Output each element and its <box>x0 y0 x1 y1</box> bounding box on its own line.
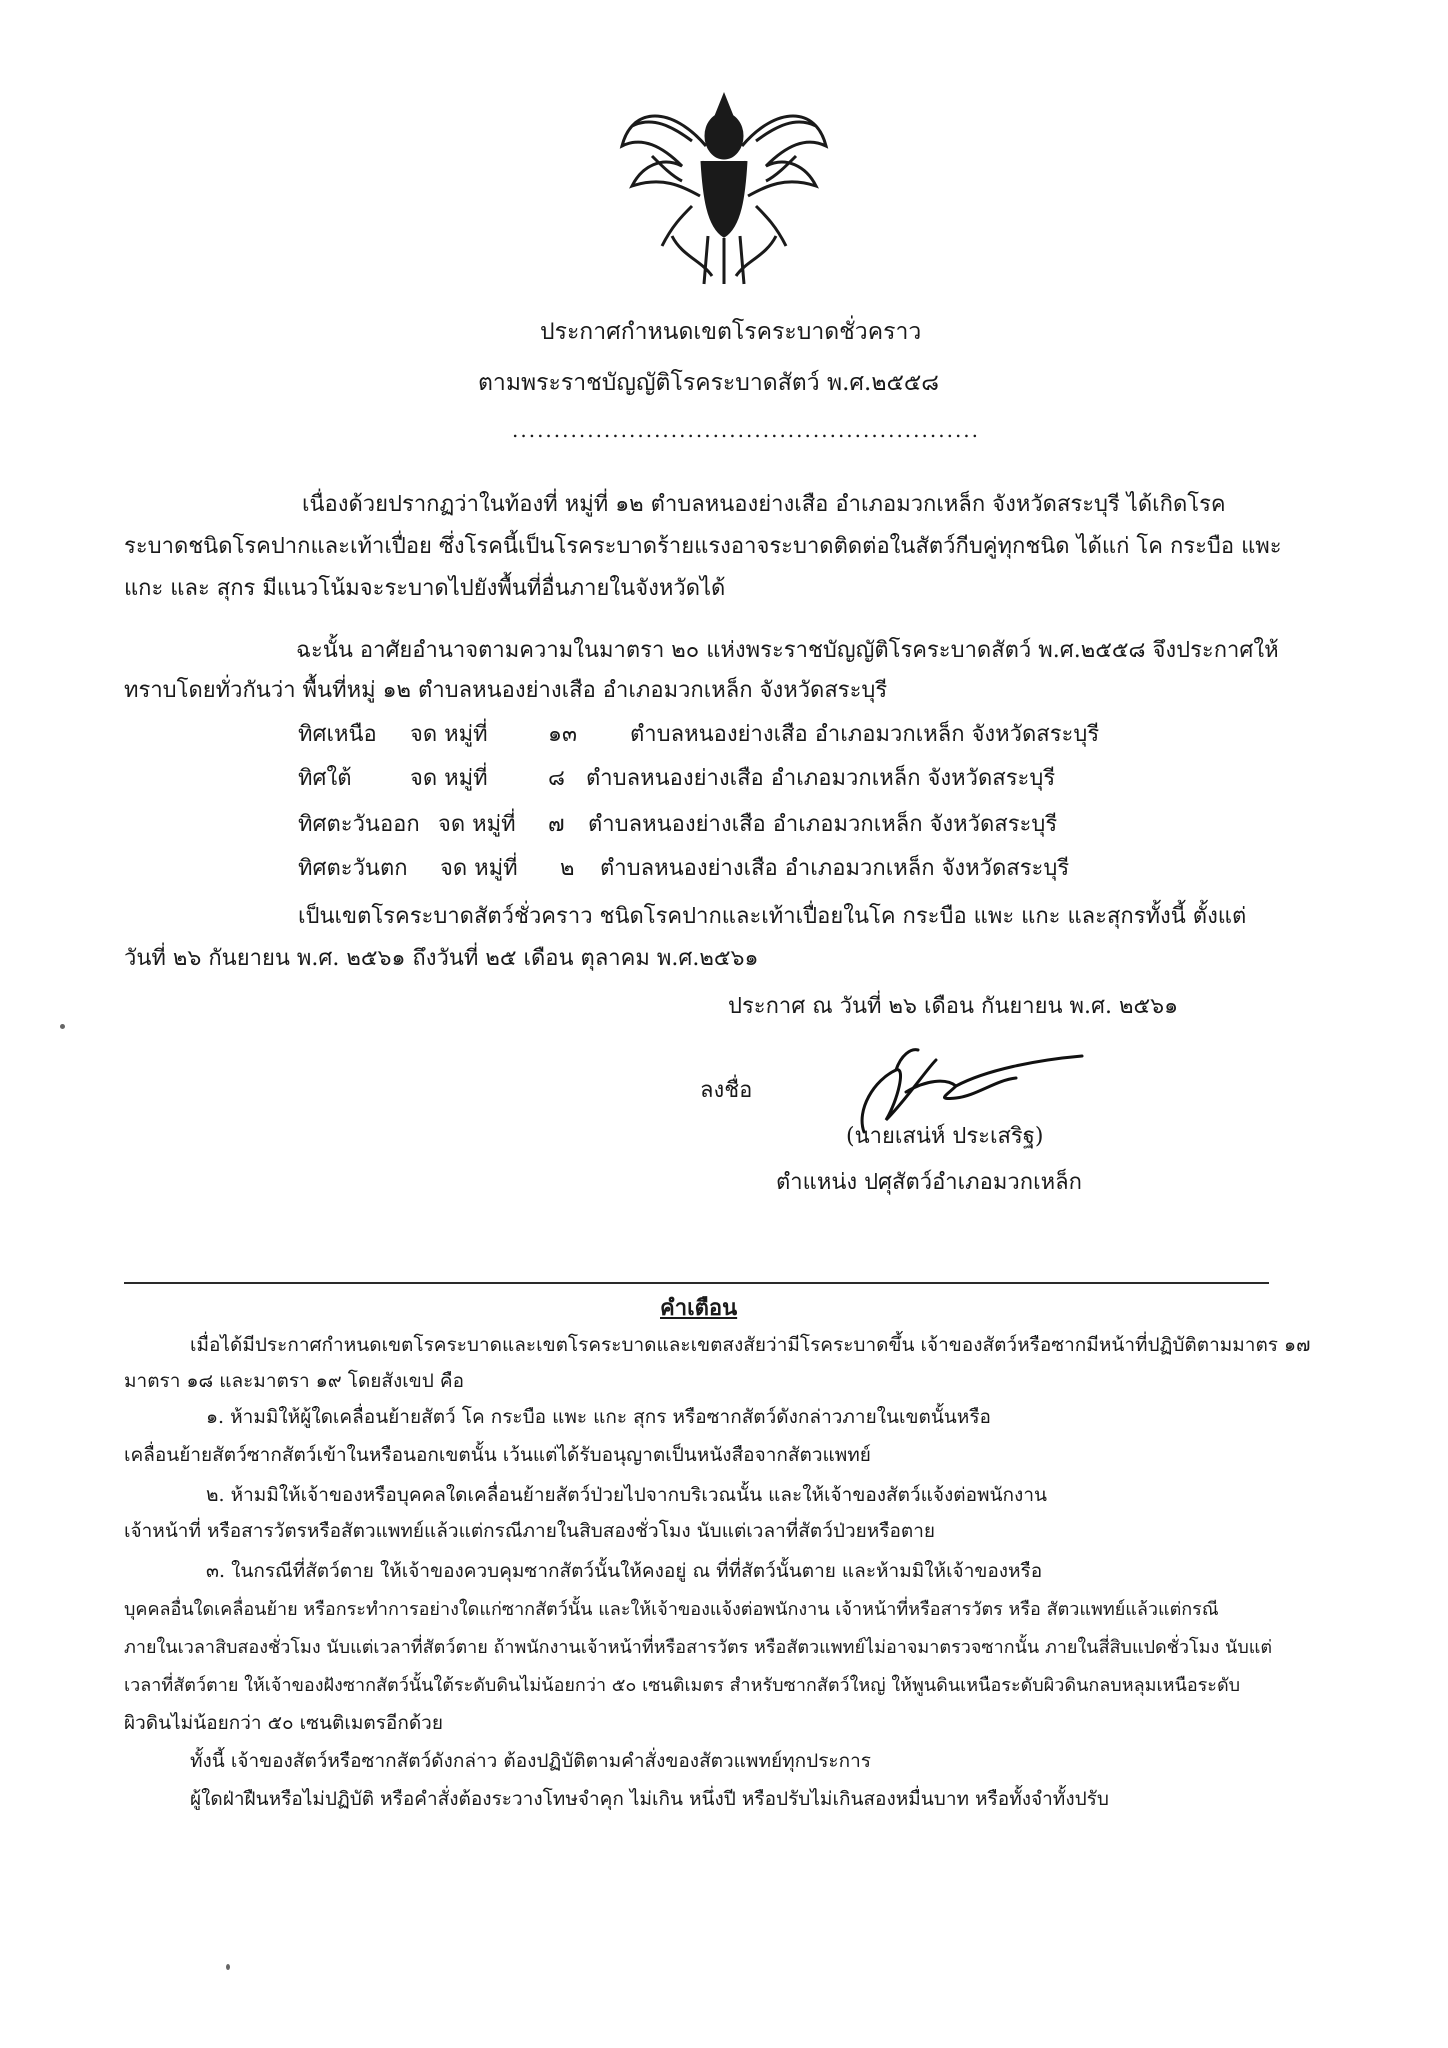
signer-position: ตำแหน่ง ปศุสัตว์อำเภอมวกเหล็ก <box>776 1170 1082 1195</box>
warning-item-3-line-4: เวลาที่สัตว์ตาย ให้เจ้าของฝังซากสัตว์นั้นใต้ระดับดินไม่น้อยกว่า ๕๐ เซนติเมตร สำหรับซากสัตว์ใหญ่ ให้พูนดินเหนือระดับผิวดินกลบหลุมเหนือระดับ <box>124 1675 1241 1696</box>
boundary-direction: ทิศตะวันออก <box>298 812 420 837</box>
paragraph-1-line-1: เนื่องด้วยปรากฏว่าในท้องที่ หมู่ที่ ๑๒ ตำบลหนองย่างเสือ อำเภอมวกเหล็ก จังหวัดสระบุรี ได้เกิดโรค <box>302 492 1226 517</box>
boundary-east <box>298 806 1198 836</box>
paragraph-3-line-2: วันที่ ๒๖ กันยายน พ.ศ. ๒๕๖๑ ถึงวันที่ ๒๕ เดือน ตุลาคม พ.ศ.๒๕๖๑ <box>124 946 759 971</box>
boundary-adjacent: จด หมู่ที่ <box>440 856 518 881</box>
paragraph-1-line-3: แกะ และ สุกร มีแนวโน้มจะระบาดไปยังพื้นที่อื่นภายในจังหวัดได้ <box>124 576 726 601</box>
boundary-adjacent: จด หมู่ที่ <box>410 722 488 747</box>
scan-speck <box>226 1964 230 1970</box>
warning-item-2-line-2: เจ้าหน้าที่ หรือสารวัตรหรือสัตวแพทย์แล้วแต่กรณีภายในสิบสองชั่วโมง นับแต่เวลาที่สัตว์ป่วยหรือตาย <box>124 1520 936 1542</box>
warning-item-3-line-1: ๓. ในกรณีที่สัตว์ตาย ให้เจ้าของควบคุมซากสัตว์นั้นให้คงอยู่ ณ ที่ที่สัตว์นั้นตาย และห้ามมิให้เจ้าของหรือ <box>206 1560 1043 1582</box>
boundary-direction: ทิศใต้ <box>298 766 352 791</box>
section-divider <box>124 1282 1269 1284</box>
warning-item-3-line-3: ภายในเวลาสิบสองชั่วโมง นับแต่เวลาที่สัตว์ตาย ถ้าพนักงานเจ้าหน้าที่หรือสารวัตร หรือสัตวแพทย์ไม่อาจมาตรวจซากนั้น ภายในสี่สิบแปดชั่วโมง นับแต่ <box>124 1637 1273 1658</box>
boundary-village-number: ๑๓ <box>548 722 578 747</box>
warning-item-3-line-2: บุคคลอื่นใดเคลื่อนย้าย หรือกระทำการอย่างใดแก่ซากสัตว์นั้น และให้เจ้าของแจ้งต่อพนักงาน เจ้าหน้าที่หรือสารวัตร หรือ สัตวแพทย์แล้วแต่กรณี <box>124 1599 1219 1620</box>
warning-item-2-line-1: ๒. ห้ามมิให้เจ้าของหรือบุคคลใดเคลื่อนย้ายสัตว์ป่วยไปจากบริเวณนั้น และให้เจ้าของสัตว์แจ้งต่อพนักงาน <box>206 1484 1047 1506</box>
boundary-village-number: ๒ <box>560 856 575 881</box>
boundary-west <box>298 850 1198 880</box>
warning-intro-line-2: มาตรา ๑๘ และมาตรา ๑๙ โดยสังเขป คือ <box>124 1370 465 1392</box>
warning-item-1-line-2: เคลื่อนย้ายสัตว์ซากสัตว์เข้าในหรือนอกเขตนั้น เว้นแต่ได้รับอนุญาตเป็นหนังสือจากสัตวแพทย์ <box>124 1444 871 1466</box>
boundary-place: ตำบลหนองย่างเสือ อำเภอมวกเหล็ก จังหวัดสระบุรี <box>588 812 1058 837</box>
title-line-1: ประกาศกำหนดเขตโรคระบาดชั่วคราว <box>540 319 922 345</box>
warning-title: คำเตือน <box>660 1295 738 1321</box>
boundary-south <box>298 760 1198 790</box>
boundary-place: ตำบลหนองย่างเสือ อำเภอมวกเหล็ก จังหวัดสระบุรี <box>600 856 1070 881</box>
warning-item-3-line-5: ผิวดินไม่น้อยกว่า ๕๐ เซนติเมตรอีกด้วย <box>124 1712 443 1734</box>
warning-item-1-line-1: ๑. ห้ามมิให้ผู้ใดเคลื่อนย้ายสัตว์ โค กระบือ แพะ แกะ สุกร หรือซากสัตว์ดังกล่าวภายในเขตนั้นหรือ <box>206 1406 991 1428</box>
paragraph-1-line-2: ระบาดชนิดโรคปากและเท้าเปื่อย ซึ่งโรคนี้เป็นโรคระบาดร้ายแรงอาจระบาดติดต่อในสัตว์กีบคู่ทุกชนิด ได้แก่ โค กระบือ แพะ <box>124 534 1282 559</box>
boundary-village-number: ๗ <box>548 812 565 837</box>
warning-closing-2: ผู้ใดฝ่าฝืนหรือไม่ปฏิบัติ หรือคำสั่งต้องระวางโทษจำคุก ไม่เกิน หนึ่งปี หรือปรับไม่เกินสองหมื่นบาท หรือทั้งจำทั้งปรับ <box>190 1788 1109 1810</box>
garuda-emblem-icon <box>612 86 836 286</box>
boundary-village-number: ๘ <box>548 766 565 791</box>
boundary-place: ตำบลหนองย่างเสือ อำเภอมวกเหล็ก จังหวัดสระบุรี <box>630 722 1100 747</box>
boundary-direction: ทิศเหนือ <box>298 722 377 747</box>
boundary-place: ตำบลหนองย่างเสือ อำเภอมวกเหล็ก จังหวัดสระบุรี <box>586 766 1056 791</box>
sign-label: ลงชื่อ <box>700 1078 753 1103</box>
title-line-2: ตามพระราชบัญญัติโรคระบาดสัตว์ พ.ศ.๒๕๕๘ <box>478 370 940 396</box>
boundary-adjacent: จด หมู่ที่ <box>410 766 488 791</box>
scan-speck <box>60 1024 65 1029</box>
title-separator: ........................................................ <box>512 418 981 442</box>
paragraph-2-line-1: ฉะนั้น อาศัยอำนาจตามความในมาตรา ๒๐ แห่งพระราชบัญญัติโรคระบาดสัตว์ พ.ศ.๒๕๕๘ จึงประกาศให้ <box>296 638 1279 663</box>
boundary-direction: ทิศตะวันตก <box>298 856 408 881</box>
boundary-adjacent: จด หมู่ที่ <box>438 812 516 837</box>
paragraph-3-line-1: เป็นเขตโรคระบาดสัตว์ชั่วคราว ชนิดโรคปากและเท้าเปื่อยในโค กระบือ แพะ แกะ และสุกรทั้งนี้ ตั้งแต่ <box>298 904 1247 929</box>
boundary-north <box>298 716 1198 746</box>
warning-intro-line-1: เมื่อได้มีประกาศกำหนดเขตโรคระบาดและเขตโรคระบาดและเขตสงสัยว่ามีโรคระบาดขึ้น เจ้าของสัตว์หรือซากมีหน้าที่ปฏิบัติตามมาตร ๑๗ <box>190 1334 1311 1356</box>
announce-date: ประกาศ ณ วันที่ ๒๖ เดือน กันยายน พ.ศ. ๒๕๖๑ <box>728 994 1179 1019</box>
paragraph-2-line-2: ทราบโดยทั่วกันว่า พื้นที่หมู่ ๑๒ ตำบลหนองย่างเสือ อำเภอมวกเหล็ก จังหวัดสระบุรี <box>124 678 888 703</box>
warning-closing-1: ทั้งนี้ เจ้าของสัตว์หรือซากสัตว์ดังกล่าว ต้องปฏิบัติตามคำสั่งของสัตวแพทย์ทุกประการ <box>190 1750 871 1772</box>
signer-name: (นายเสน่ห์ ประเสริฐ) <box>846 1124 1044 1149</box>
